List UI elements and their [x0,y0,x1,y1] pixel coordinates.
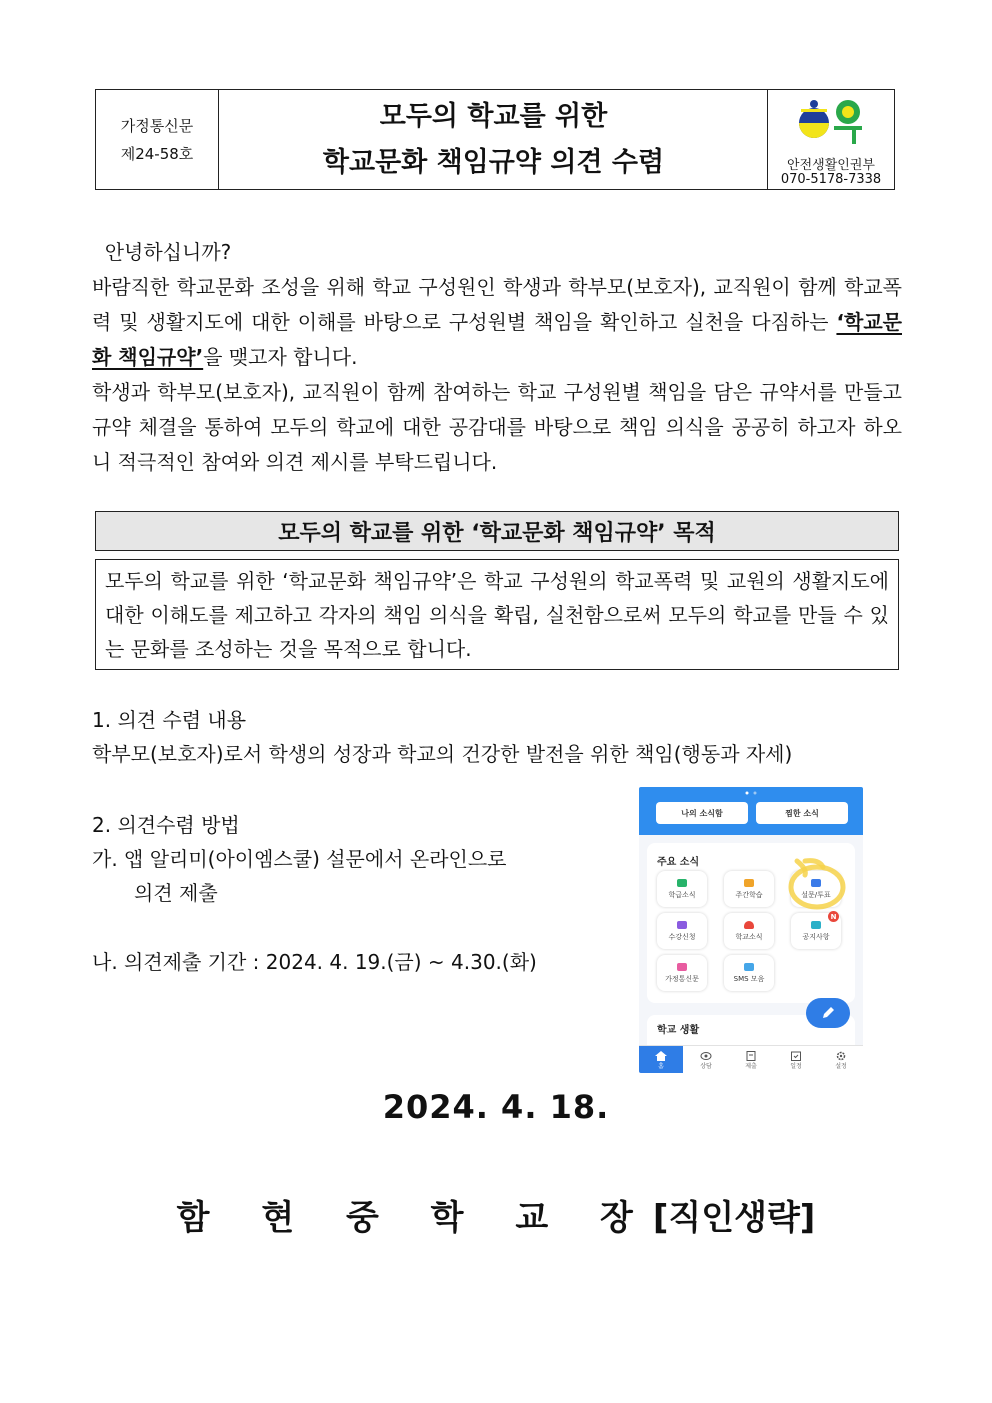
section2-heading: 2. 의견수렴 방법 [92,813,240,837]
envelope-icon [744,963,754,971]
app-write-button[interactable] [806,998,850,1028]
seal-note: [직인생략] [652,1198,816,1238]
app-screenshot [639,787,863,1073]
intro-p1-text: 바람직한 학교문화 조성을 위해 학교 구성원인 학생과 학부모(보호자), 교직원이 함께 학교폭력 및 생활지도에 대한 이해를 바탕으로 구성원별 책임을 확인하고 실천을 다짐하는 [92,275,902,334]
page-title-line1: 모두의 학교를 위한 [379,100,608,132]
class-news-icon [677,879,687,887]
greeting [92,235,902,270]
issue-date: 2024. 4. 18. [382,1088,610,1126]
nav-label: 일정 [790,1062,802,1070]
doc-number: 제24-58호 [120,144,194,163]
school-principal: 함 현 중 학 교 장 [176,1198,653,1238]
app-menu-sms[interactable] [724,955,774,991]
pager-dots-icon [743,791,759,795]
app-menu-label: 공지사항 [802,932,830,941]
school-logo-icon [796,96,866,148]
header-table [95,89,895,190]
app-menu-weekly[interactable] [724,871,774,907]
app-life-title: 학교 생활 [657,1025,700,1036]
app-menu-school-news[interactable] [724,913,774,949]
home-icon [655,1051,667,1061]
page-title-line2: 학교문화 책임규약 의견 수렴 [322,146,665,178]
megaphone-icon [811,921,821,929]
dept-phone: 070-5178-7338 [780,172,882,187]
section1-heading: 1. 의견 수렴 내용 [92,708,247,732]
section2-item-a-cont: 의견 제출 [134,881,218,905]
nav-submit[interactable] [729,1046,773,1073]
dept-cell [767,90,894,189]
eye-icon [700,1051,712,1061]
app-menu-label: 수강신청 [668,932,696,941]
doc-type: 가정통신문 [120,116,194,135]
app-menu-newsletter[interactable] [657,955,707,991]
app-tab-inbox[interactable]: 나의 소식함 [656,802,748,824]
gear-icon [835,1051,847,1061]
nav-counsel[interactable] [684,1046,728,1073]
intro-paragraph-1 [92,270,902,375]
nav-settings[interactable] [819,1046,863,1073]
new-badge: N [828,911,839,922]
signature [0,1190,992,1239]
intro-paragraph-2: 학생과 학부모(보호자), 교직원이 함께 참여하는 학교 구성원별 책임을 담은 규약서를 만들고 규약 체결을 통하여 모두의 학교에 대한 공감대를 바탕으로 책임 의식을 공공히 하고자 하오니 적극적인 참여와 의견 제시를 부탁드립니다. [92,380,902,474]
app-bottom-nav [639,1045,863,1073]
app-menu-course[interactable] [657,913,707,949]
section2-item-b: 나. 의견제출 기간 : 2024. 4. 19.(금) ~ 4.30.(화) [92,950,537,974]
purpose-title: 모두의 학교를 위한 ‘학교문화 책임규약’ 목적 [95,511,899,551]
app-tab-favorites[interactable]: 찜한 소식 [756,802,848,824]
nav-label: 제출 [745,1062,757,1070]
app-menu-class-news[interactable] [657,871,707,907]
intro-p1-end: 을 맺고자 합니다. [203,345,358,369]
pencil-icon [821,1006,835,1020]
newsletter-icon [677,963,687,971]
nav-label: 상담 [700,1062,712,1070]
dept-name: 안전생활인권부 [787,158,875,173]
app-menu-label: 설문/투표 [801,890,831,899]
app-menu-label: SMS 모음 [733,974,765,983]
nav-label: 홈 [658,1062,664,1070]
nav-schedule[interactable] [774,1046,818,1073]
app-section-title: 주요 소식 [657,857,700,868]
app-menu-label: 학급소식 [668,890,696,899]
nav-home[interactable] [639,1046,683,1073]
app-menu-label: 가정통신문 [665,974,699,983]
weekly-icon [744,879,754,887]
purpose-body: 모두의 학교를 위한 ‘학교문화 책임규약’은 학교 구성원의 학교폭력 및 교원의 생활지도에 대한 이해도를 제고하고 각자의 책임 의식을 확립, 실천함으로써 모두의 학교를 만들 수 있는 문화를 조성하는 것을 목적으로 합니다. [95,559,899,670]
title-cell [219,90,768,189]
nav-label: 설정 [835,1062,847,1070]
app-menu-label: 주간학습 [735,890,763,899]
section2-item-a: 가. 앱 알리미(아이엠스쿨) 설문에서 온라인으로 [92,847,507,871]
doc-info-cell [96,90,219,189]
app-menu-label: 학교소식 [735,932,763,941]
intro-p1-emphasis: ‘학교문화 책임규약’ [92,310,902,369]
bell-icon [744,921,754,929]
highlight-circle-icon [785,855,847,911]
document-icon [745,1051,757,1061]
calendar-icon [790,1051,802,1061]
course-icon [677,921,687,929]
section1-body: 학부모(보호자)로서 학생의 성장과 학교의 건강한 발전을 위한 책임(행동과 자세) [92,742,793,766]
greeting-text: 안녕하십니까? [104,240,232,264]
